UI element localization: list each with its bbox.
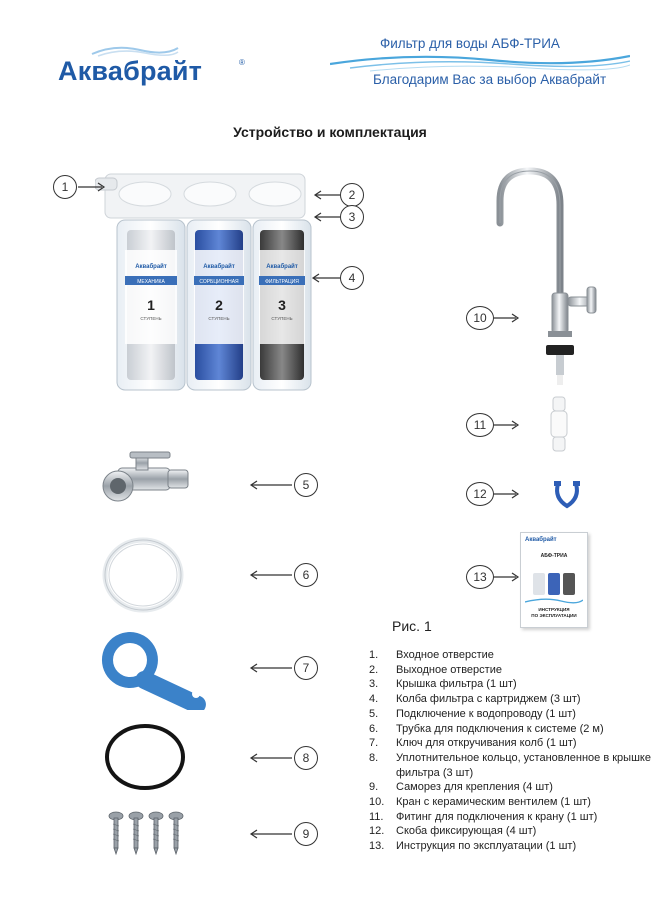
housing-1-stage-word: СТУПЕНЬ xyxy=(140,316,162,321)
housing-2-number: 2 xyxy=(215,297,223,313)
arrow-left-icon xyxy=(248,827,294,841)
arrow-right-icon xyxy=(78,180,108,194)
housing-wrench-image xyxy=(100,628,218,710)
header-waves-icon xyxy=(330,50,630,74)
fitting-image xyxy=(547,395,571,453)
manual-model: АБФ-ТРИА xyxy=(540,553,568,559)
product-title: Фильтр для воды АБФ-ТРИА xyxy=(380,36,560,51)
locking-clip-image xyxy=(550,478,584,512)
legend-item: 9. Саморез для крепления (4 шт) xyxy=(369,781,553,794)
water-connection-image xyxy=(100,450,192,516)
legend-item: 13. Инструкция по эксплуатации (1 шт) xyxy=(369,840,577,853)
housing-1-number: 1 xyxy=(147,297,155,313)
housing-1-brand: Аквабрайт xyxy=(135,264,167,270)
arrow-right-icon xyxy=(494,418,522,432)
callout-3: 3 xyxy=(340,205,364,229)
arrow-left-icon xyxy=(248,478,294,492)
callout-4: 4 xyxy=(340,266,364,290)
arrow-left-icon xyxy=(312,210,340,224)
screws-image xyxy=(106,810,188,856)
legend-item: 6. Трубка для подключения к системе (2 м) xyxy=(369,722,604,735)
component-legend xyxy=(369,648,654,854)
arrow-right-icon xyxy=(494,487,522,501)
legend-item: 1. Входное отверстие xyxy=(369,649,494,661)
callout-10: 10 xyxy=(466,306,494,330)
housing-2-brand: Аквабрайт xyxy=(203,264,235,270)
thank-you-subtitle: Благодарим Вас за выбор Аквабрайт xyxy=(373,72,607,87)
legend-item: 5. Подключение к водопроводу (1 шт) xyxy=(369,707,576,720)
manual-booklet-image xyxy=(520,532,588,628)
legend-item: 10. Кран с керамическим вентилем (1 шт) xyxy=(369,796,591,809)
legend-item: 8. Уплотнительное кольцо, установленное в крышке фильтра (3 шт) xyxy=(369,751,651,779)
faucet-image xyxy=(470,165,610,390)
manual-filters-thumbnail xyxy=(533,571,575,595)
housing-2-stage-word: СТУПЕНЬ xyxy=(208,316,230,321)
housing-2-type: СОРБЦИОННАЯ xyxy=(199,279,239,285)
callout-5: 5 xyxy=(294,473,318,497)
housing-1-type: МЕХАНИКА xyxy=(137,279,165,285)
legend-item: 12. Скоба фиксирующая (4 шт) xyxy=(369,825,537,838)
legend-item: 3. Крышка фильтра (1 шт) xyxy=(369,678,517,691)
callout-12: 12 xyxy=(466,482,494,506)
callout-2: 2 xyxy=(340,183,364,207)
arrow-left-icon xyxy=(248,568,294,582)
figure-label: Рис. 1 xyxy=(392,618,432,634)
housing-3-stage-word: СТУПЕНЬ xyxy=(271,316,293,321)
legend-item: 4. Колба фильтра с картриджем (3 шт) xyxy=(369,693,581,706)
arrow-left-icon xyxy=(310,271,340,285)
o-ring-image xyxy=(103,722,187,792)
legend-item: 11. Фитинг для подключения к крану (1 шт) xyxy=(369,810,598,823)
arrow-right-icon xyxy=(494,570,522,584)
manual-wave-icon xyxy=(525,597,583,605)
arrow-right-icon xyxy=(494,311,522,325)
arrow-left-icon xyxy=(312,188,340,202)
housing-3-number: 3 xyxy=(278,297,286,313)
legend-item: 2. Выходное отверстие xyxy=(369,663,502,676)
housing-3-type: ФИЛЬТРАЦИЯ xyxy=(265,279,299,285)
arrow-left-icon xyxy=(248,661,294,675)
manual-title-line-1: ИНСТРУКЦИЯ xyxy=(538,607,570,612)
callout-6: 6 xyxy=(294,563,318,587)
callout-11: 11 xyxy=(466,413,494,437)
brand-name: Аквабрайт xyxy=(58,56,203,86)
callout-13: 13 xyxy=(466,565,494,589)
brand-registered-mark: ® xyxy=(239,58,245,67)
legend-item: 7. Ключ для откручивания колб (1 шт) xyxy=(369,737,577,750)
arrow-left-icon xyxy=(248,751,294,765)
callout-9: 9 xyxy=(294,822,318,846)
section-title: Устройство и комплектация xyxy=(233,124,427,140)
manual-brand: Аквабрайт xyxy=(525,537,557,543)
brand-logo xyxy=(58,44,248,94)
manual-title-line-2: ПО ЭКСПЛУАТАЦИИ xyxy=(531,613,577,618)
housing-3-brand: Аквабрайт xyxy=(266,264,298,270)
callout-1: 1 xyxy=(53,175,77,199)
triple-filter-image xyxy=(95,168,317,408)
tube-coil-image xyxy=(100,535,186,615)
callout-7: 7 xyxy=(294,656,318,680)
callout-8: 8 xyxy=(294,746,318,770)
